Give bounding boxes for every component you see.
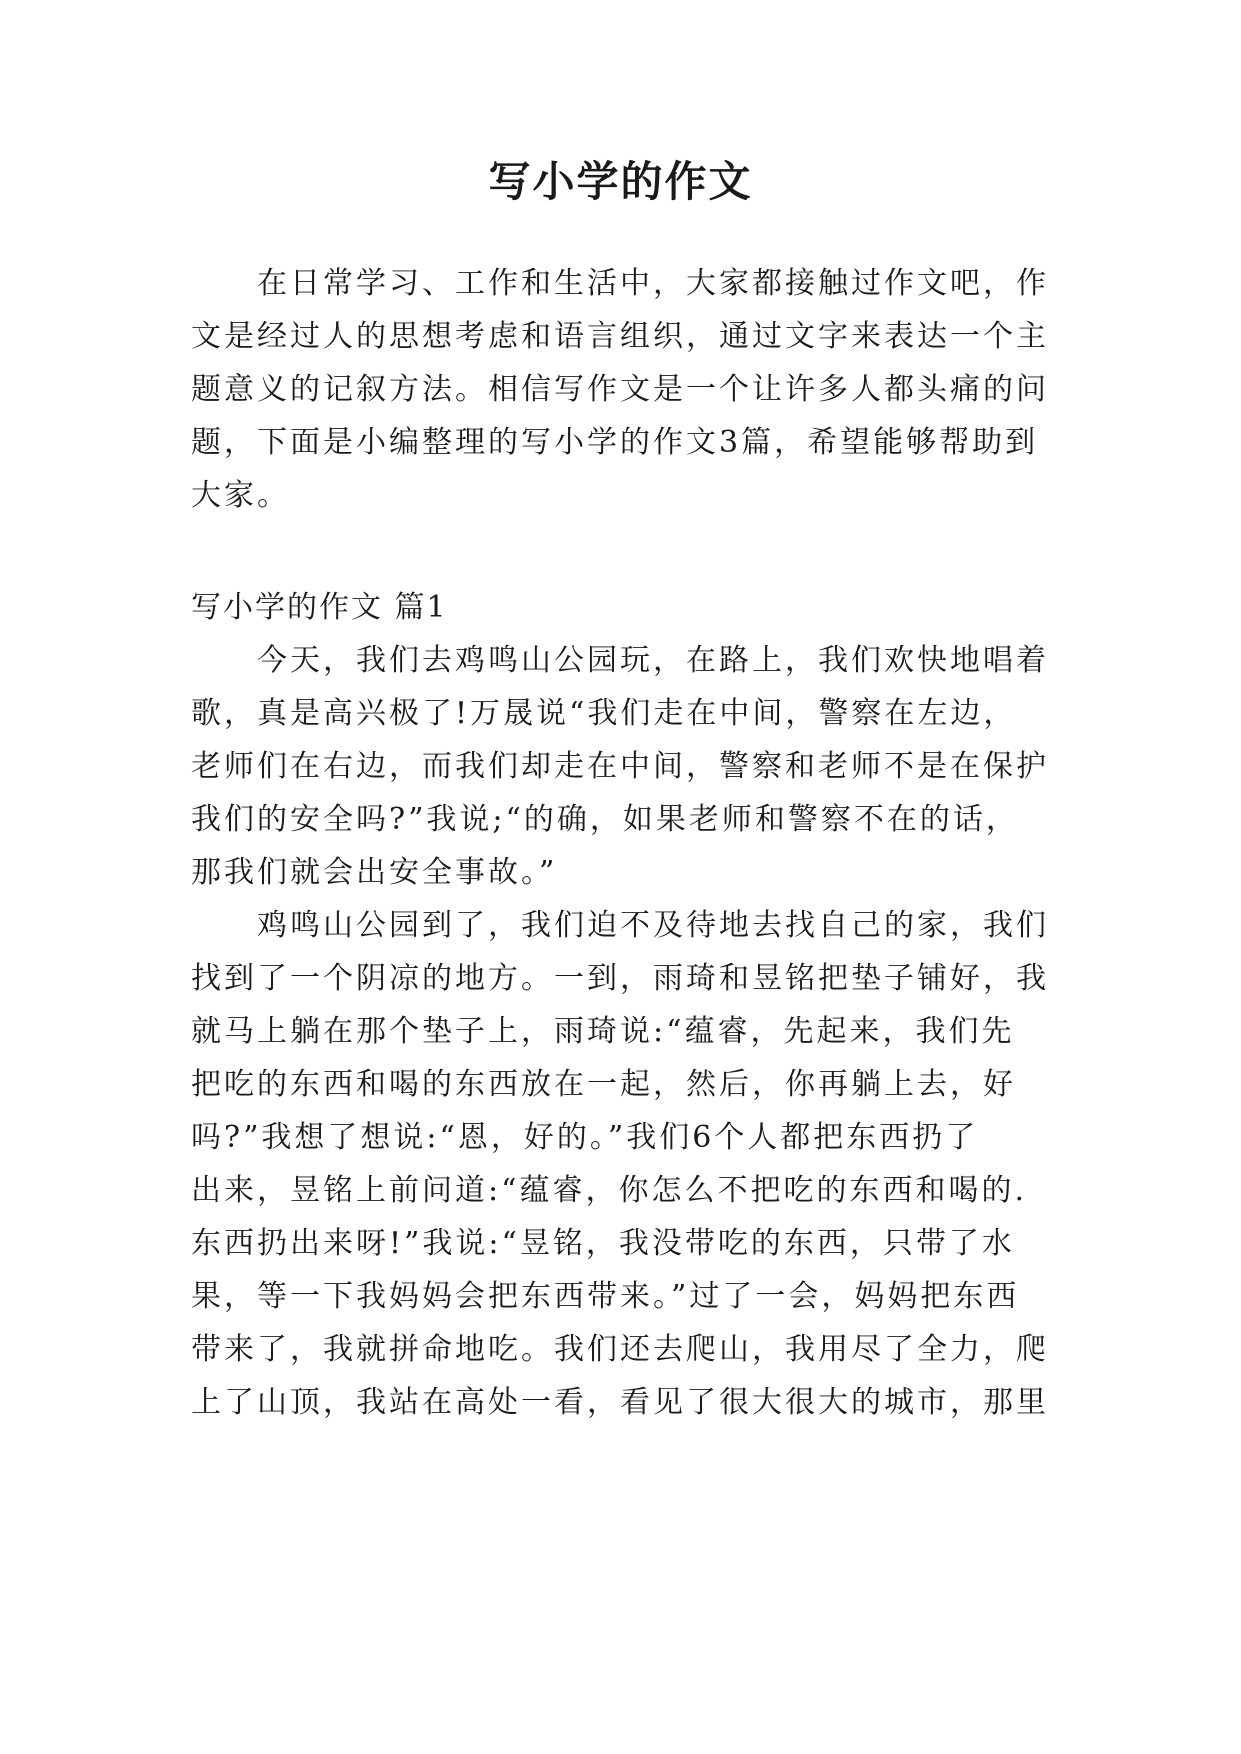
intro-line-2: 文是经过人的思想考虑和语言组织，通过文字来表达一个主 [191,319,1049,354]
section-heading: 写小学的作文 篇1 [191,590,448,625]
intro-line-1: 在日常学习、工作和生活中，大家都接触过作文吧，作 [257,266,1049,301]
para1-line-1: 今天，我们去鸡鸣山公园玩，在路上，我们欢快地唱着 [257,643,1049,678]
para1-line-2: 歌，真是高兴极了!万晟说“我们走在中间，警察在左边， [191,696,1017,731]
para2-line-3: 就马上躺在那个垫子上，雨琦说:“蕴睿，先起来，我们先 [191,1014,1015,1049]
para2-line-7: 东西扔出来呀!”我说:“昱铭，我没带吃的东西，只带了水 [191,1226,1015,1261]
para2-line-9: 带来了，我就拼命地吃。我们还去爬山，我用尽了全力，爬 [191,1332,1049,1367]
para2-line-1: 鸡鸣山公园到了，我们迫不及待地去找自己的家，我们 [257,908,1049,943]
para2-line-8: 果，等一下我妈妈会把东西带来。”过了一会，妈妈把东西 [191,1279,1020,1314]
para1-line-5: 那我们就会出安全事故。” [191,855,558,890]
document-title: 写小学的作文 [488,157,753,206]
para1-line-3: 老师们在右边，而我们却走在中间，警察和老师不是在保护 [191,749,1049,784]
para2-line-6: 出来，昱铭上前问道:“蕴睿，你怎么不把吃的东西和喝的. [191,1173,1027,1208]
intro-line-4: 题，下面是小编整理的写小学的作文3篇，希望能够帮助到 [191,425,1039,460]
para2-line-10: 上了山顶，我站在高处一看，看见了很大很大的城市，那里 [191,1385,1049,1420]
intro-line-5: 大家。 [191,478,290,513]
para2-line-2: 找到了一个阴凉的地方。一到，雨琦和昱铭把垫子铺好，我 [191,961,1049,996]
para2-line-4: 把吃的东西和喝的东西放在一起，然后，你再躺上去，好 [191,1067,1016,1102]
para2-line-5: 吗?”我想了想说:“恩，好的。”我们6个人都把东西扔了 [191,1120,979,1155]
intro-line-3: 题意义的记叙方法。相信写作文是一个让许多人都头痛的问 [191,372,1049,407]
para1-line-4: 我们的安全吗?”我说;“的确，如果老师和警察不在的话， [191,802,1019,837]
